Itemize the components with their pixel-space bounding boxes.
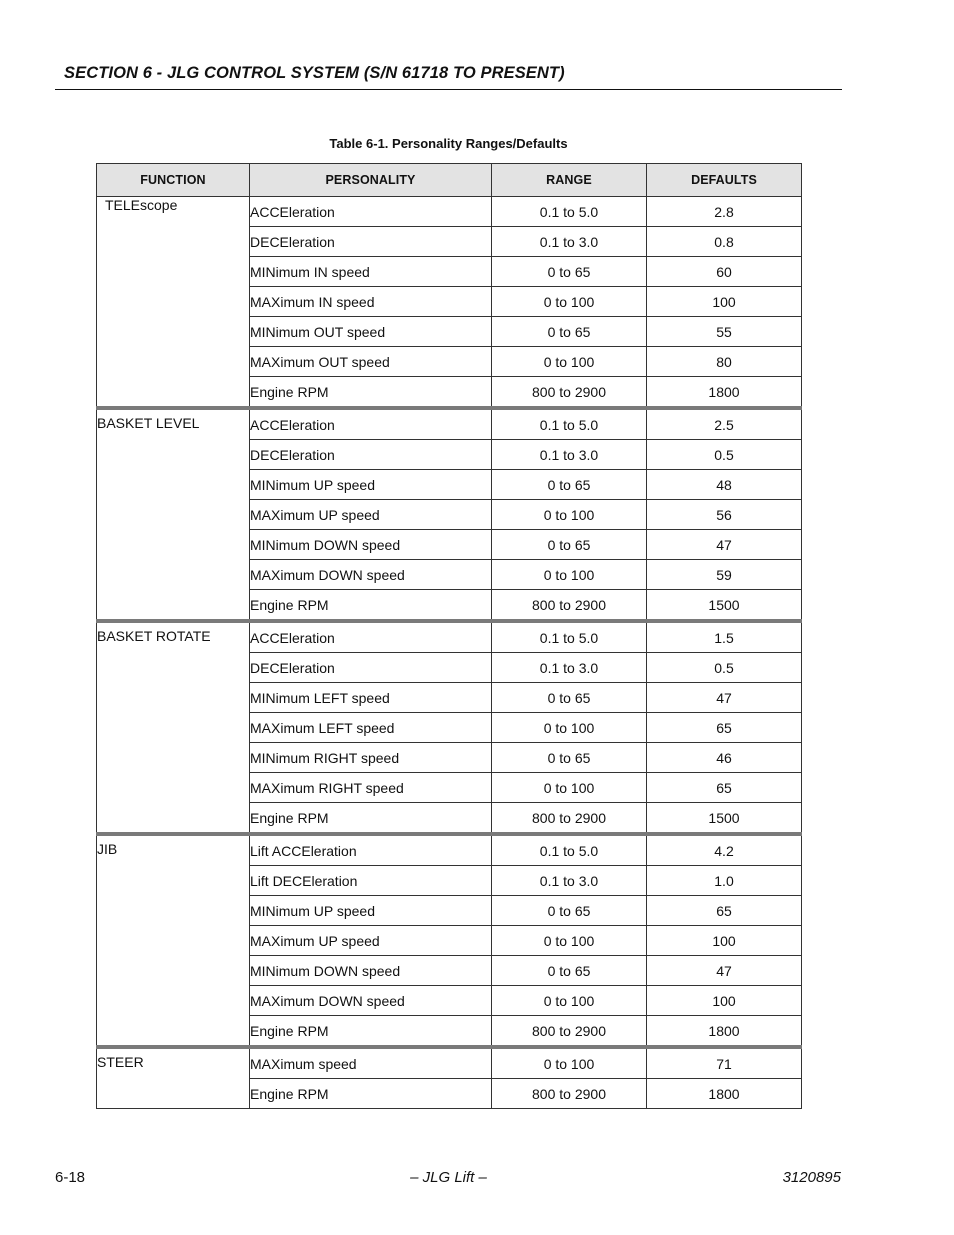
range-cell: 0 to 65 <box>492 896 647 926</box>
table-caption: Table 6-1. Personality Ranges/Defaults <box>329 136 568 151</box>
personality-cell: Engine RPM <box>250 1079 492 1109</box>
personality-cell: Lift ACCEleration <box>250 834 492 866</box>
function-cell: JIB <box>97 834 250 1047</box>
table-row <box>97 834 802 866</box>
default-cell: 55 <box>647 317 802 347</box>
document-number: 3120895 <box>782 1169 841 1186</box>
personality-cell: MAXimum LEFT speed <box>250 713 492 743</box>
personality-cell: MAXimum UP speed <box>250 926 492 956</box>
range-cell: 0 to 100 <box>492 1047 647 1079</box>
range-cell: 0.1 to 5.0 <box>492 408 647 440</box>
default-cell: 46 <box>647 743 802 773</box>
default-cell: 100 <box>647 986 802 1016</box>
range-cell: 0 to 65 <box>492 743 647 773</box>
personality-cell: MINimum UP speed <box>250 470 492 500</box>
personality-cell: MAXimum DOWN speed <box>250 560 492 590</box>
default-cell: 47 <box>647 530 802 560</box>
table-row <box>97 1047 802 1079</box>
range-cell: 800 to 2900 <box>492 803 647 835</box>
personality-cell: MINimum UP speed <box>250 896 492 926</box>
default-cell: 47 <box>647 683 802 713</box>
personality-cell: Engine RPM <box>250 590 492 622</box>
table-body <box>97 197 802 1109</box>
range-cell: 0.1 to 5.0 <box>492 621 647 653</box>
default-cell: 1500 <box>647 803 802 835</box>
range-cell: 0.1 to 3.0 <box>492 653 647 683</box>
personality-cell: MAXimum IN speed <box>250 287 492 317</box>
function-cell: STEER <box>97 1047 250 1109</box>
default-cell: 71 <box>647 1047 802 1079</box>
personality-cell: MINimum DOWN speed <box>250 530 492 560</box>
section-title: SECTION 6 - JLG CONTROL SYSTEM (S/N 61718 TO PRESENT) <box>64 64 565 82</box>
default-cell: 65 <box>647 713 802 743</box>
default-cell: 2.5 <box>647 408 802 440</box>
range-cell: 0 to 100 <box>492 287 647 317</box>
personality-cell: ACCEleration <box>250 621 492 653</box>
personality-cell: MINimum IN speed <box>250 257 492 287</box>
range-cell: 0 to 65 <box>492 317 647 347</box>
range-cell: 0 to 65 <box>492 530 647 560</box>
default-cell: 1500 <box>647 590 802 622</box>
range-cell: 0 to 65 <box>492 257 647 287</box>
range-cell: 0.1 to 3.0 <box>492 227 647 257</box>
default-cell: 59 <box>647 560 802 590</box>
personality-cell: DECEleration <box>250 653 492 683</box>
default-cell: 0.8 <box>647 227 802 257</box>
default-cell: 65 <box>647 773 802 803</box>
column-header-function: FUNCTION <box>97 164 250 197</box>
range-cell: 0.1 to 5.0 <box>492 834 647 866</box>
table-row <box>97 621 802 653</box>
table-header-row <box>97 164 802 197</box>
personality-cell: ACCEleration <box>250 197 492 227</box>
function-cell: BASKET ROTATE <box>97 621 250 834</box>
personality-cell: MINimum RIGHT speed <box>250 743 492 773</box>
column-header-range: RANGE <box>492 164 647 197</box>
range-cell: 0.1 to 5.0 <box>492 197 647 227</box>
personality-cell: Lift DECEleration <box>250 866 492 896</box>
personality-cell: MINimum OUT speed <box>250 317 492 347</box>
table-row <box>97 197 802 227</box>
personality-cell: ACCEleration <box>250 408 492 440</box>
header-rule <box>55 89 842 90</box>
personality-cell: Engine RPM <box>250 1016 492 1048</box>
default-cell: 1800 <box>647 1016 802 1048</box>
range-cell: 0 to 100 <box>492 773 647 803</box>
function-cell: TELEscope <box>97 197 250 409</box>
personality-cell: MAXimum UP speed <box>250 500 492 530</box>
default-cell: 100 <box>647 926 802 956</box>
table-row <box>97 408 802 440</box>
personality-cell: DECEleration <box>250 440 492 470</box>
personality-cell: MAXimum OUT speed <box>250 347 492 377</box>
range-cell: 0 to 65 <box>492 470 647 500</box>
footer-title: – JLG Lift – <box>410 1169 487 1186</box>
page-number: 6-18 <box>55 1169 86 1186</box>
default-cell: 1800 <box>647 1079 802 1109</box>
default-cell: 48 <box>647 470 802 500</box>
range-cell: 0.1 to 3.0 <box>492 866 647 896</box>
personality-cell: Engine RPM <box>250 803 492 835</box>
personality-cell: Engine RPM <box>250 377 492 409</box>
default-cell: 1800 <box>647 377 802 409</box>
personality-cell: MINimum LEFT speed <box>250 683 492 713</box>
default-cell: 1.0 <box>647 866 802 896</box>
range-cell: 800 to 2900 <box>492 1079 647 1109</box>
default-cell: 2.8 <box>647 197 802 227</box>
personality-cell: MINimum DOWN speed <box>250 956 492 986</box>
default-cell: 47 <box>647 956 802 986</box>
range-cell: 0 to 100 <box>492 500 647 530</box>
default-cell: 56 <box>647 500 802 530</box>
range-cell: 0 to 65 <box>492 683 647 713</box>
default-cell: 4.2 <box>647 834 802 866</box>
personality-cell: DECEleration <box>250 227 492 257</box>
range-cell: 0 to 65 <box>492 956 647 986</box>
default-cell: 100 <box>647 287 802 317</box>
range-cell: 0 to 100 <box>492 713 647 743</box>
range-cell: 800 to 2900 <box>492 1016 647 1048</box>
range-cell: 0 to 100 <box>492 347 647 377</box>
column-header-personality: PERSONALITY <box>250 164 492 197</box>
range-cell: 0 to 100 <box>492 986 647 1016</box>
default-cell: 0.5 <box>647 440 802 470</box>
default-cell: 1.5 <box>647 621 802 653</box>
range-cell: 0 to 100 <box>492 926 647 956</box>
personality-cell: MAXimum speed <box>250 1047 492 1079</box>
personality-table <box>96 163 802 1109</box>
default-cell: 65 <box>647 896 802 926</box>
range-cell: 800 to 2900 <box>492 590 647 622</box>
column-header-defaults: DEFAULTS <box>647 164 802 197</box>
default-cell: 60 <box>647 257 802 287</box>
personality-cell: MAXimum DOWN speed <box>250 986 492 1016</box>
range-cell: 800 to 2900 <box>492 377 647 409</box>
personality-cell: MAXimum RIGHT speed <box>250 773 492 803</box>
default-cell: 0.5 <box>647 653 802 683</box>
function-cell: BASKET LEVEL <box>97 408 250 621</box>
default-cell: 80 <box>647 347 802 377</box>
range-cell: 0 to 100 <box>492 560 647 590</box>
range-cell: 0.1 to 3.0 <box>492 440 647 470</box>
